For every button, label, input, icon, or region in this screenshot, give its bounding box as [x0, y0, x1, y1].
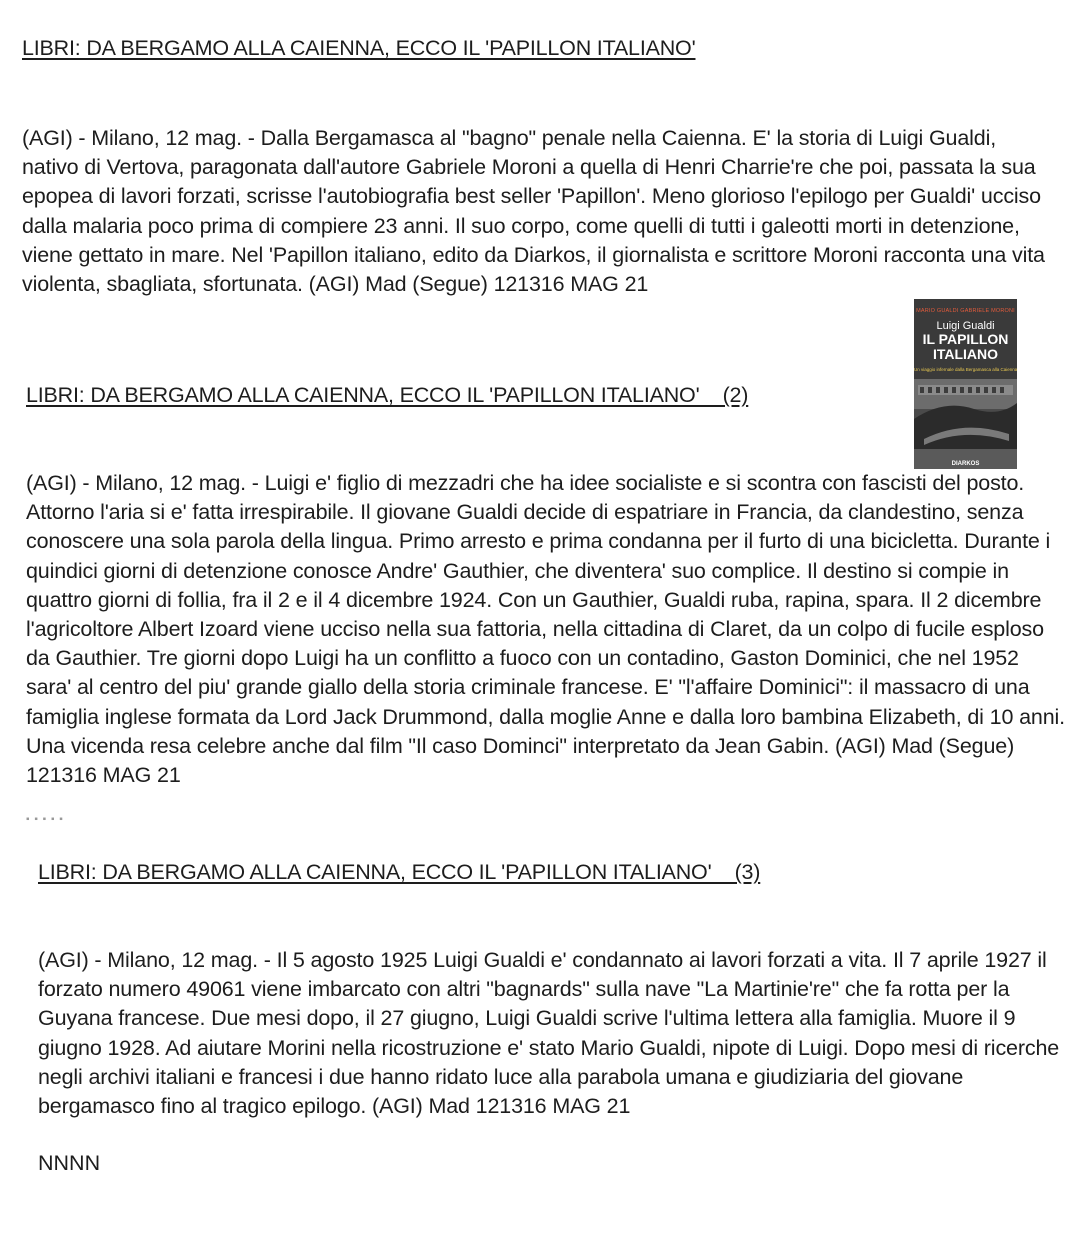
book-cover-title-line1: IL PAPILLON [922, 331, 1009, 347]
article-2-title: LIBRI: DA BERGAMO ALLA CAIENNA, ECCO IL 'PAPILLON ITALIANO' (2) [26, 383, 749, 407]
book-cover-publisher: DIARKOS [951, 461, 980, 467]
article-1-title: LIBRI: DA BERGAMO ALLA CAIENNA, ECCO IL 'PAPILLON ITALIANO' [22, 36, 696, 60]
article-1-body: (AGI) - Milano, 12 mag. - Dalla Bergamasca al "bagno" penale nella Caienna. E' la storia di Luigi Gualdi, nativo di Vertova, paragonata dall'autore Gabriele Moroni a quella di Henri Charrie're che poi, passata la sua epopea di lavori forzati, scrisse l'autobiografia best seller 'Papillon'. Meno glorioso l'epilogo per Gualdi' ucciso dalla malaria poco prima di compiere 23 anni. Il suo corpo, come quelli di tutti i galeotti morti in detenzione, viene gettato in mare. Nel 'Papillon italiano, edito da Diarkos, il giornalista e scrittore Moroni racconta una vita violenta, sbagliata, sfortunata. (AGI) Mad (Segue) 121316 MAG 21 [22, 126, 1045, 297]
book-cover-authors: MARIO GUALDI GABRIELE MORONI [916, 308, 1015, 314]
article-3-body: (AGI) - Milano, 12 mag. - Il 5 agosto 1925 Luigi Gualdi e' condannato ai lavori forzati a vita. Il 7 aprile 1927 il forzato numero 49061 viene imbarcato con altri "bagnards" sulla nave "La Martinie're" che fa rotta per la Guyana francese. Due mesi dopo, il 27 giugno, Luigi Gualdi scrive l'ultima lettera alla famiglia. Muore il 9 giugno 1928. Ad aiutare Morini nella ricostruzione e' stato Mario Gualdi, nipote di Luigi. Dopo mesi di ricerche negli archivi italiani e francesi i due hanno ridato luce alla parabola umana e giudiziaria del giovane bergamasco fino al tragico epilogo. (AGI) Mad 121316 MAG 21 [38, 948, 1060, 1119]
book-cover-subtitle: Un viaggio infernale dalla Bergamasca alla Caienna [914, 367, 1017, 372]
article-3-title: LIBRI: DA BERGAMO ALLA CAIENNA, ECCO IL 'PAPILLON ITALIANO' (3) [38, 860, 761, 884]
book-cover-name: Luigi Gualdi [936, 320, 995, 332]
book-cover-photo [914, 379, 1017, 469]
article-3-ending: NNNN [38, 1151, 101, 1175]
article-2-body: (AGI) - Milano, 12 mag. - Luigi e' figlio di mezzadri che ha idee socialiste e si scontra con fascisti del posto. Attorno l'aria si e' fatta irrespirabile. Il giovane Gualdi decide di espatriare in Francia, da clandestino, senza conoscere una sola parola della lingua. Primo arresto e prima condanna per il furto di una bicicletta. Durante i quindici giorni di detenzione conosce Andre' Gauthier, che diventera' suo complice. Il destino si compie in quattro giorni di follia, fra il 2 e il 4 dicembre 1924. Con un Gauthier, Gualdi ruba, rapina, spara. Il 2 dicembre l'agricoltore Albert Izoard viene ucciso nella sua fattoria, nella cittadina di Claret, da un colpo di fucile esploso da Gauthier. Tre giorni dopo Luigi ha un conflitto a fuoco con un contadino, Gaston Dominici, che nel 1952 sara' al centro del piu' grande giallo della storia criminale francese. E' "l'affaire Dominici": il massacro di una famiglia inglese formata da Lord Jack Drummond, dalla moglie Anne e dalla loro bambina Elizabeth, di 10 anni. Una vicenda resa celebre anche dal film "Il caso Dominci" interpretato da Jean Gabin. (AGI) Mad (Segue) 121316 MAG 21 [26, 471, 1065, 788]
book-cover-title [914, 332, 1017, 362]
book-cover-title-line2: ITALIANO [932, 346, 999, 362]
divider-marks: ▪ ▪ ▪ ▪ ▪ [26, 814, 64, 825]
book-cover-image [914, 299, 1017, 469]
